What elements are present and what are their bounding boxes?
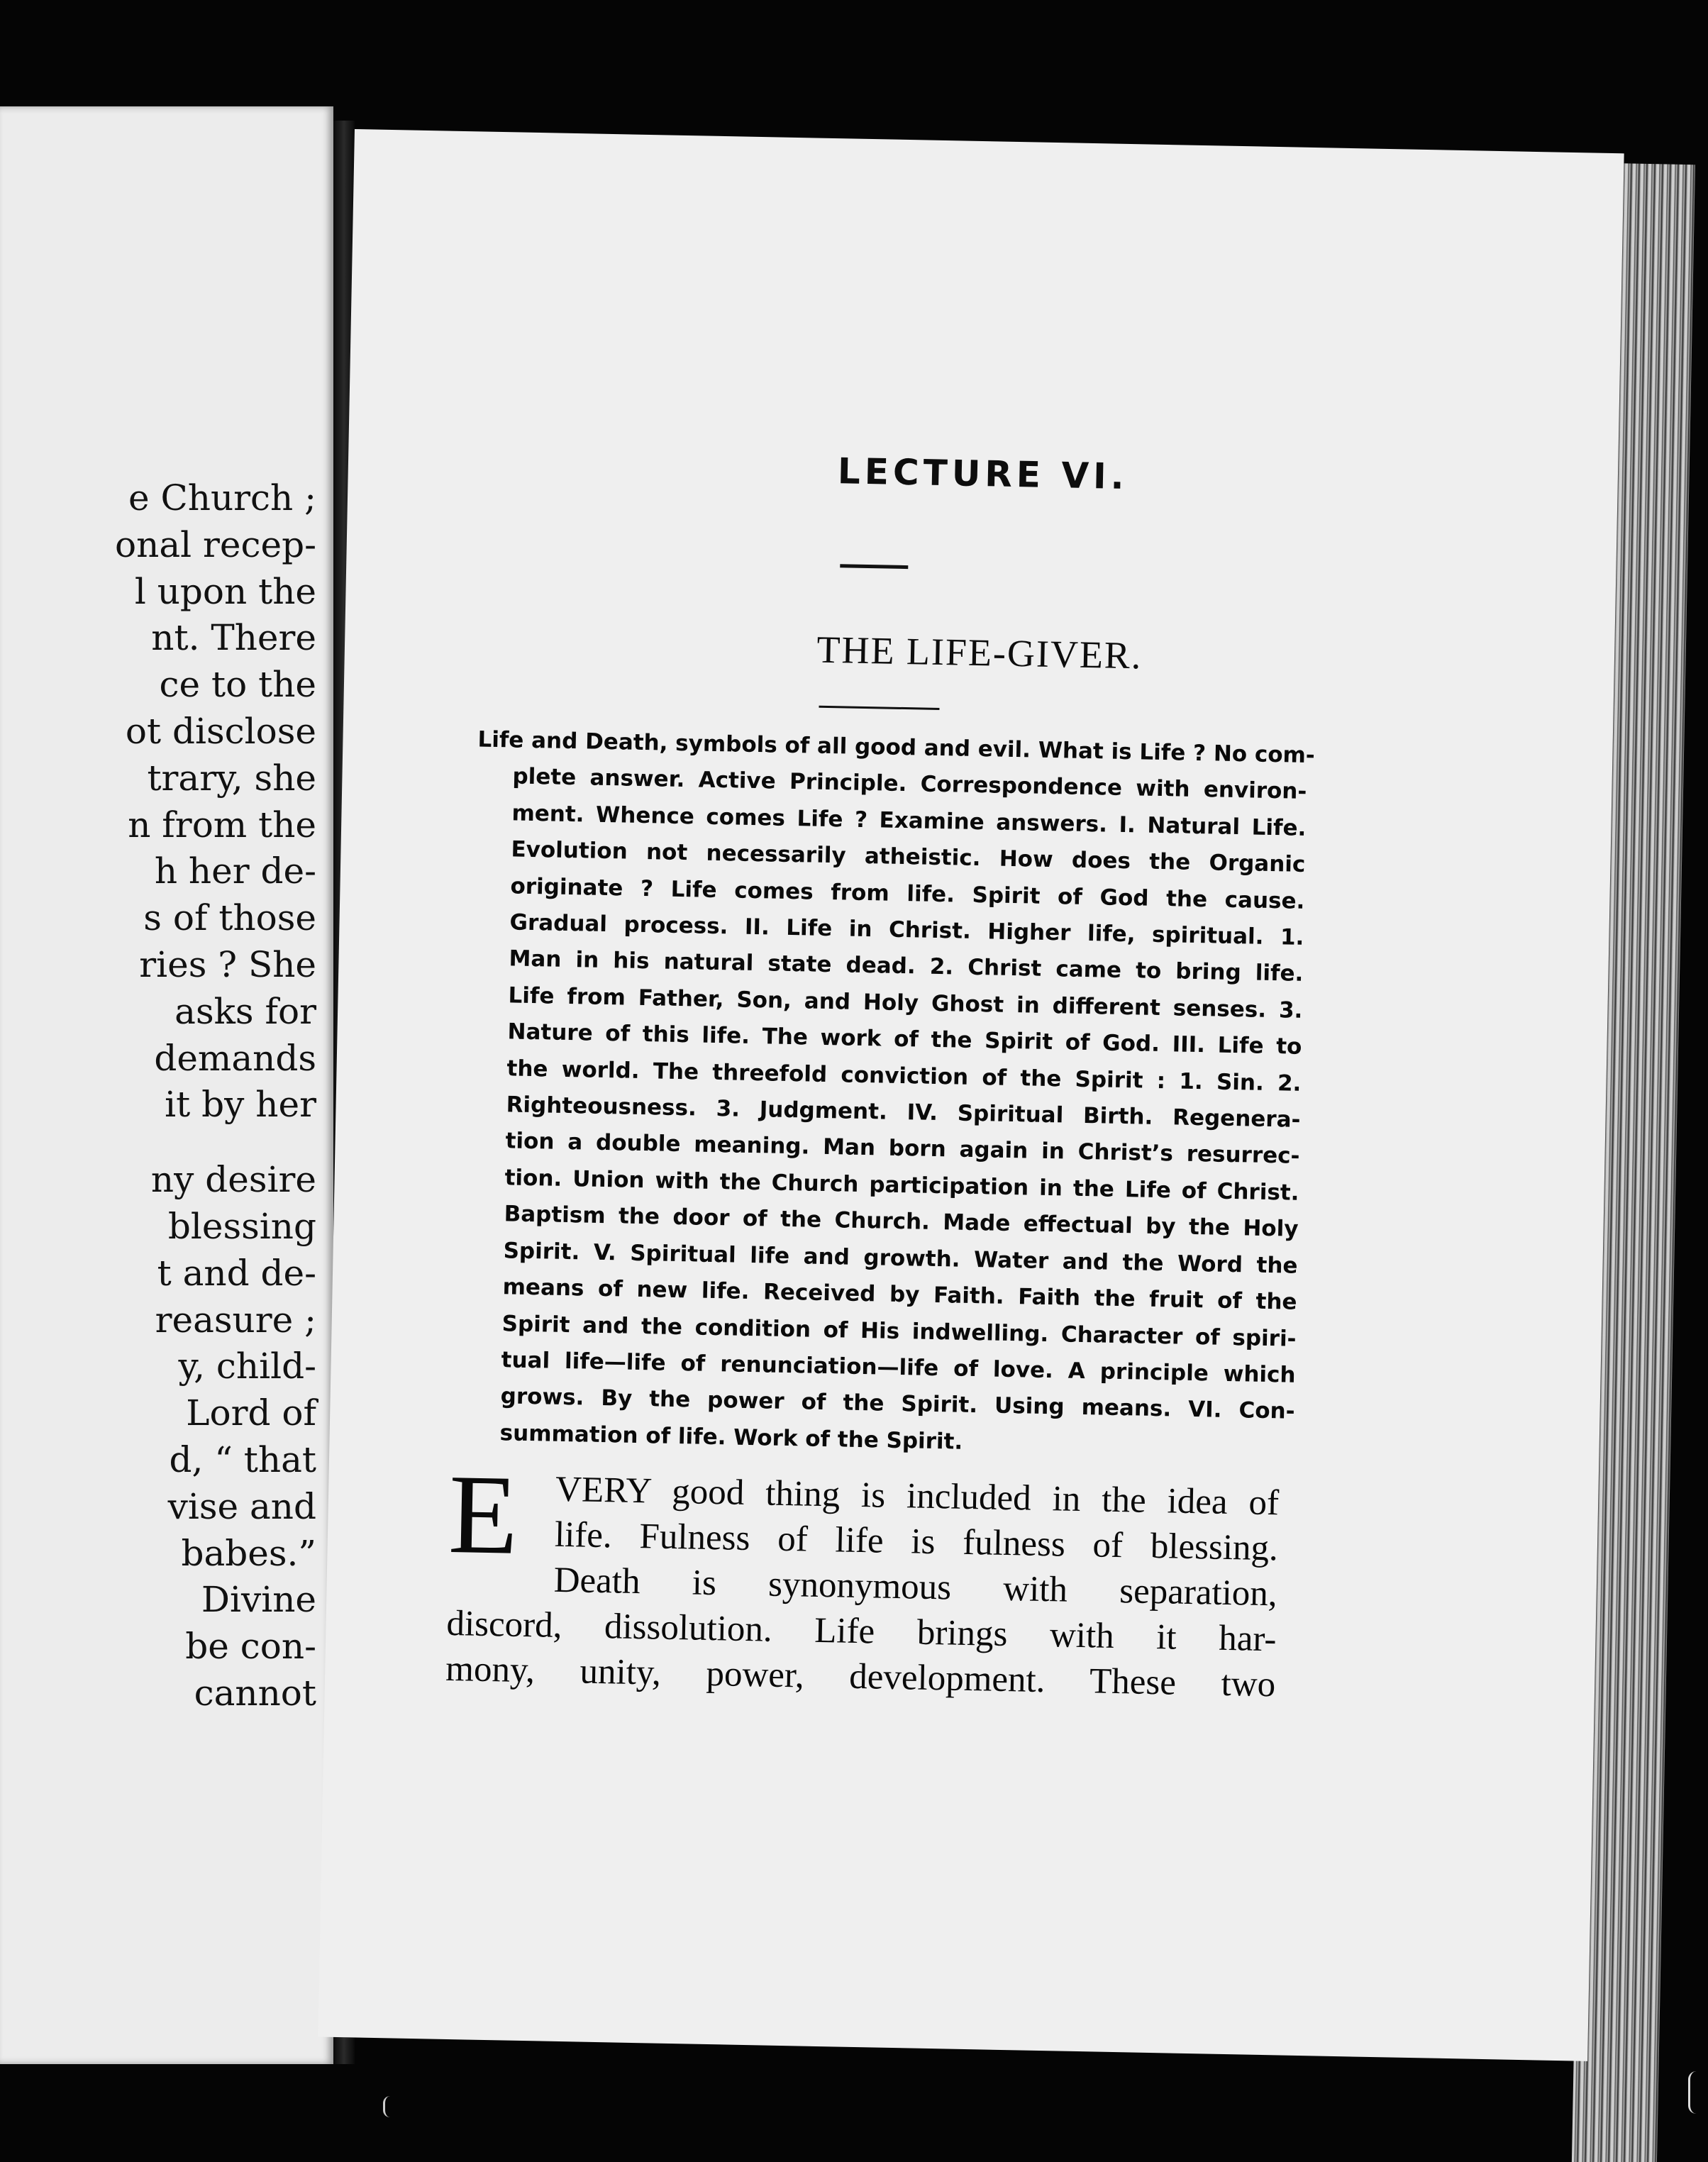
synopsis-line: Life and Death, symbols of all good and evil. What is Life ? No com-: [477, 726, 1316, 769]
synopsis-line: means of new life. Received by Faith. Faith the fruit of the: [502, 1274, 1297, 1315]
text-line: cannot: [194, 1672, 316, 1714]
synopsis-line: Spirit. V. Spiritual life and growth. Water and the Word the: [503, 1238, 1298, 1279]
chapter-synopsis: [464, 721, 1316, 1466]
text-line: demands: [154, 1037, 316, 1079]
body-line: mony, unity, power, development. These two: [445, 1648, 1276, 1705]
synopsis-line: the world. The threefold conviction of the Spirit : 1. Sin. 2.: [506, 1055, 1302, 1097]
text-line: onal recep-: [115, 523, 316, 565]
synopsis-line: summation of life. Work of the Spirit.: [499, 1419, 963, 1455]
paragraph-gap: [0, 1129, 316, 1157]
text-line: babes.”: [181, 1532, 316, 1574]
text-line: trary, she: [147, 757, 316, 799]
text-line: asks for: [174, 990, 316, 1032]
synopsis-line: grows. By the power of the Spirit. Using means. VI. Con-: [500, 1383, 1295, 1425]
text-line: it by her: [165, 1084, 316, 1126]
text-line: nt. There: [151, 617, 316, 659]
synopsis-line: Baptism the door of the Church. Made effectual by the Holy: [504, 1201, 1299, 1243]
body-line: Death is synonymous with separation,: [553, 1560, 1278, 1614]
text-line: vise and: [167, 1485, 316, 1527]
scan-artifact: [1688, 2071, 1704, 2114]
text-line: s of those: [143, 897, 316, 939]
synopsis-line: originate ? Life comes from life. Spirit of God the cause.: [510, 873, 1305, 914]
chapter-title: THE LIFE-GIVER.: [816, 628, 1143, 677]
heading-rule: [840, 564, 908, 569]
text-line: reasure ;: [155, 1299, 316, 1341]
synopsis-line: Life from Father, Son, and Holy Ghost in different senses. 3.: [508, 982, 1303, 1024]
synopsis-line: plete answer. Active Principle. Correspondence with environ-: [512, 763, 1307, 805]
synopsis-line: Evolution not necessarily atheistic. How does the Organic: [511, 836, 1306, 878]
drop-cap: E: [447, 1450, 519, 1578]
body-line: discord, dissolution. Life brings with it har-: [446, 1603, 1277, 1660]
text-line: l upon the: [134, 570, 316, 612]
text-line: Divine: [201, 1579, 316, 1621]
synopsis-line: Spirit and the condition of His indwelling. Character of spiri-: [501, 1310, 1297, 1352]
text-line: blessing: [167, 1205, 316, 1247]
left-page: [0, 106, 333, 2064]
body-paragraph: [445, 1450, 1280, 1707]
synopsis-line: tual life—life of renunciation—life of love. A principle which: [501, 1347, 1296, 1388]
lecture-heading: LECTURE VI.: [837, 450, 1129, 498]
text-line: ce to the: [159, 664, 316, 706]
synopsis-line: tion. Union with the Church participation in the Life of Christ.: [504, 1165, 1299, 1206]
text-line: d, “ that: [169, 1438, 316, 1480]
text-line: Lord of: [186, 1392, 316, 1434]
synopsis-line: Righteousness. 3. Judgment. IV. Spiritual Birth. Regenera-: [506, 1092, 1301, 1133]
text-line: ny desire: [150, 1159, 316, 1201]
left-page-text: [0, 475, 316, 1717]
text-line: n from the: [128, 804, 316, 846]
text-line: y, child-: [178, 1346, 316, 1387]
text-line: e Church ;: [128, 477, 316, 519]
text-line: h her de-: [154, 850, 316, 892]
scan-artifact: [383, 2096, 399, 2117]
synopsis-line: Man in his natural state dead. 2. Christ came to bring life.: [509, 946, 1304, 987]
text-line: t and de-: [157, 1252, 316, 1294]
synopsis-line: ment. Whence comes Life ? Examine answers. I. Natural Life.: [511, 800, 1307, 841]
body-line: life. Fulness of life is fulness of blessing.: [554, 1514, 1279, 1569]
synopsis-line: Gradual process. II. Life in Christ. Higher life, spiritual. 1.: [509, 909, 1304, 950]
text-line: ries ? She: [139, 943, 316, 985]
body-line: VERY good thing is included in the idea of: [555, 1469, 1280, 1524]
text-line: be con-: [185, 1626, 316, 1668]
synopsis-line: tion a double meaning. Man born again in Christ’s resurrec-: [505, 1128, 1300, 1170]
title-rule: [819, 706, 939, 710]
text-line: ot disclose: [125, 710, 316, 752]
synopsis-line: Nature of this life. The work of the Spirit of God. III. Life to: [507, 1019, 1302, 1060]
right-page: [318, 129, 1624, 2061]
